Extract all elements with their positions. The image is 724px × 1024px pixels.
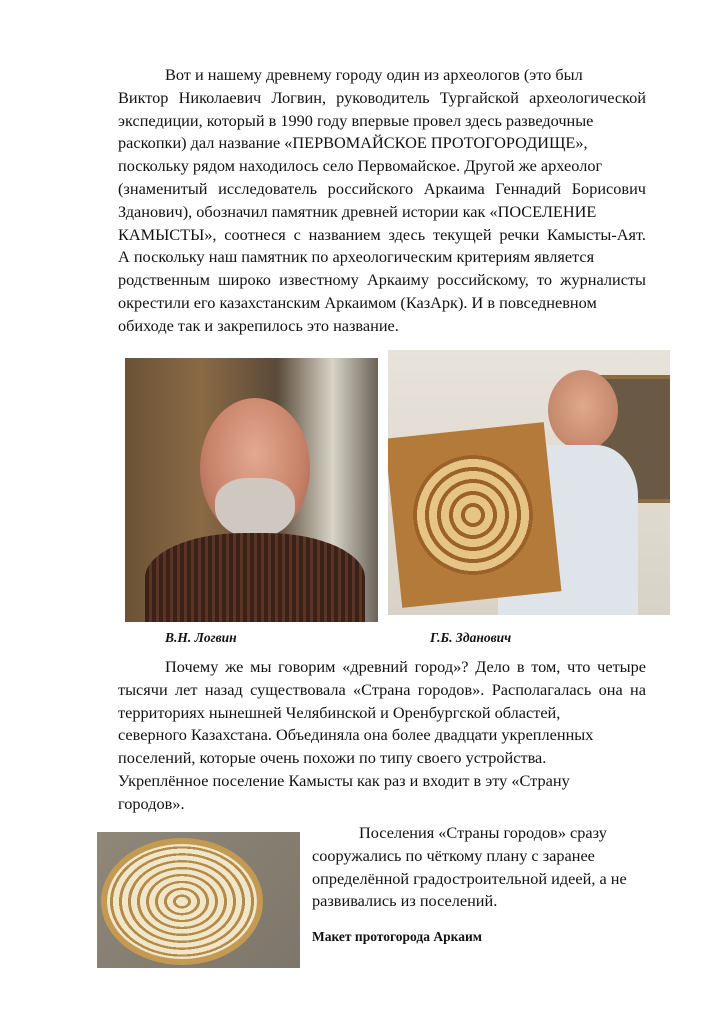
- text-line: (знаменитый исследователь российского Аркаима Геннадий Борисович: [118, 178, 646, 198]
- text-line: обиходе так и закрепилось это название.: [118, 315, 399, 335]
- paragraph-planning: [312, 822, 646, 913]
- photo-zdanovich: [388, 350, 670, 615]
- text-line: городов».: [118, 793, 185, 813]
- text-line: северного Казахстана. Объединяла она более двадцати укрепленных: [118, 725, 594, 745]
- caption-zdanovich: Г.Б. Зданович: [430, 630, 512, 645]
- text-line: развивались из поселений.: [312, 891, 498, 911]
- caption-arkaim-model: Макет протогорода Аркаим: [312, 929, 482, 944]
- photo-arkaim-model: [97, 832, 300, 968]
- text-line: сооружались по чёткому плану с заранее: [312, 845, 595, 865]
- text-line: тысячи лет назад существовала «Страна городов». Располагалась она на: [118, 679, 646, 699]
- paragraph-country-of-cities: [118, 656, 646, 816]
- text-line: Укреплённое поселение Камысты как раз и входит в эту «Страну: [118, 770, 570, 790]
- paragraph-intro: [118, 64, 646, 338]
- text-line: окрестили его казахстанским Аркаимом (КазАрк). И в повседневном: [118, 292, 597, 312]
- text-line: Зданович), обозначил памятник древней истории как «ПОСЕЛЕНИЕ: [118, 201, 597, 221]
- text-line: территориях нынешней Челябинской и Оренбургской областей,: [118, 702, 561, 722]
- text-line: экспедиции, который в 1990 году впервые провел здесь разведочные: [118, 110, 594, 130]
- text-line: Почему же мы говорим «древний город»? Дело в том, что четыре: [165, 657, 646, 676]
- text-line: поскольку рядом находилось село Первомайское. Другой же археолог: [118, 156, 603, 176]
- text-line: родственным широко известному Аркаиму российскому, то журналисты: [118, 270, 646, 290]
- text-line: Вот и нашему древнему городу один из археологов (это был: [165, 65, 583, 84]
- photo-logvin: [125, 358, 378, 622]
- text-line: КАМЫСТЫ», соотнеся с названием здесь текущей речки Камысты-Аят.: [118, 224, 646, 244]
- text-line: определённой градостроительной идеей, а не: [312, 868, 627, 888]
- text-line: Виктор Николаевич Логвин, руководитель Тургайской археологической: [118, 87, 646, 107]
- text-line: А поскольку наш памятник по археологическим критериям является: [118, 247, 595, 267]
- caption-logvin: В.Н. Логвин: [165, 630, 237, 645]
- text-line: Поселения «Страны городов» сразу: [359, 823, 607, 842]
- text-line: поселений, которые очень похожи по типу своего устройства.: [118, 748, 547, 768]
- text-line: раскопки) дал название «ПЕРВОМАЙСКОЕ ПРОТОГОРОДИЩЕ»,: [118, 133, 588, 153]
